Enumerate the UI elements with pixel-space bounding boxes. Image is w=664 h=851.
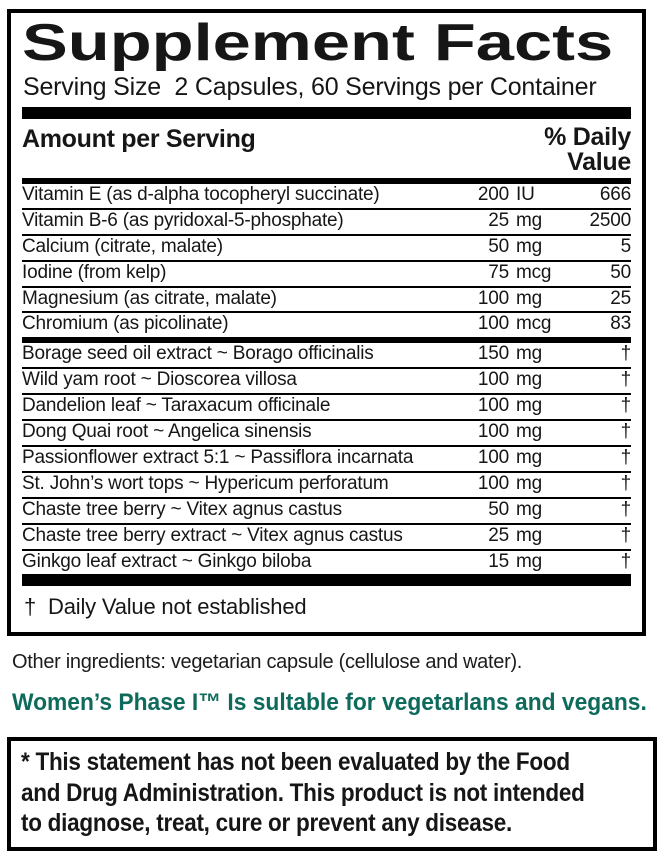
ingredient-name: Calcium (citrate, malate)	[22, 236, 223, 257]
daily-value-dagger: †	[620, 472, 631, 494]
amount-value: 50	[488, 235, 509, 257]
ingredient-name: Dong Quai root ~ Angelica sinensis	[22, 422, 312, 443]
daily-value-dagger: †	[620, 421, 631, 443]
amount-unit: mg	[516, 209, 542, 231]
panel-title: Supplement Facts	[22, 14, 614, 72]
table-row	[22, 262, 631, 288]
amount-value: 100	[477, 369, 509, 391]
table-row	[22, 499, 631, 525]
amount-value: 15	[488, 550, 509, 572]
amount-value: 100	[477, 421, 509, 443]
table-row	[22, 395, 631, 421]
amount-value: 50	[488, 498, 509, 520]
column-header-daily-value	[544, 125, 631, 175]
supplement-facts-panel	[7, 9, 646, 636]
amount-value: 100	[477, 313, 509, 335]
amount-value: 100	[477, 287, 509, 309]
table-row	[22, 551, 631, 575]
amount-unit: mg	[516, 369, 542, 391]
table-row	[22, 236, 631, 262]
amount-value: 100	[477, 395, 509, 417]
daily-value: 2500	[589, 209, 631, 231]
table-row	[22, 421, 631, 447]
daily-value: 666	[599, 184, 631, 206]
table-row	[22, 447, 631, 473]
ingredient-name: Iodine (from kelp)	[22, 262, 167, 283]
ingredient-name: Chaste tree berry ~ Vitex agnus castus	[22, 499, 342, 520]
amount-unit: mg	[516, 472, 542, 494]
table-header	[22, 119, 631, 178]
disclaimer-line: and Drug Administration. This product is not intended	[21, 778, 585, 807]
ingredient-name: Chaste tree berry extract ~ Vitex agnus castus	[22, 525, 403, 546]
amount-value: 200	[477, 184, 509, 206]
column-header-amount: Amount per Serving	[22, 125, 256, 154]
amount-unit: mcg	[516, 261, 552, 283]
table-row	[22, 184, 631, 210]
thick-divider-bottom	[22, 574, 631, 586]
disclaimer-line: * This statement has not been evaluated by the Food	[21, 748, 570, 777]
daily-value-dagger: †	[620, 395, 631, 417]
daily-value-dagger: †	[620, 550, 631, 572]
ingredient-name: Vitamin B-6 (as pyridoxal-5-phosphate)	[22, 210, 344, 231]
amount-unit: mg	[516, 287, 542, 309]
ingredient-name: Ginkgo leaf extract ~ Ginkgo biloba	[22, 551, 312, 572]
amount-unit: mg	[516, 421, 542, 443]
thick-divider-top	[22, 107, 631, 119]
ingredient-name: Dandelion leaf ~ Taraxacum officinale	[22, 396, 331, 417]
ingredient-name: Borage seed oil extract ~ Borago officinalis	[22, 344, 374, 365]
amount-value: 150	[477, 343, 509, 365]
amount-value: 25	[488, 209, 509, 231]
amount-value: 25	[488, 524, 509, 546]
table-row	[22, 369, 631, 395]
amount-unit: IU	[516, 184, 535, 206]
table-row	[22, 288, 631, 314]
amount-value: 100	[477, 472, 509, 494]
daily-value-dagger: †	[620, 369, 631, 391]
daily-value-dagger: †	[620, 343, 631, 365]
amount-unit: mg	[516, 343, 542, 365]
footnote-text: Daily Value not established	[48, 594, 307, 620]
vegetarian-statement: Women’s Phase I™ Is sultable for vegetarlans and vegans.	[12, 689, 647, 717]
other-ingredients-text: Other ingredients: vegetarian capsule (cellulose and water).	[12, 651, 523, 674]
amount-value: 100	[477, 446, 509, 468]
amount-unit: mcg	[516, 313, 552, 335]
table-row	[22, 525, 631, 551]
amount-unit: mg	[516, 235, 542, 257]
botanical-rows	[22, 343, 631, 574]
ingredient-name: Vitamin E (as d-alpha tocopheryl succinate)	[22, 185, 380, 206]
daily-value-header-line2: Value	[567, 148, 631, 177]
table-row	[22, 343, 631, 369]
daily-value: 50	[610, 261, 631, 283]
amount-unit: mg	[516, 446, 542, 468]
amount-unit: mg	[516, 395, 542, 417]
ingredient-name: Passionflower extract 5:1 ~ Passiflora incarnata	[22, 447, 414, 468]
ingredient-name: St. John’s wort tops ~ Hypericum perforatum	[22, 473, 389, 494]
daily-value-dagger: †	[620, 446, 631, 468]
dagger-symbol: †	[24, 594, 37, 620]
daily-value-dagger: †	[620, 498, 631, 520]
ingredient-name: Chromium (as picolinate)	[22, 314, 229, 335]
daily-value: 5	[620, 235, 631, 257]
fda-disclaimer-box	[7, 737, 657, 851]
ingredient-name: Wild yam root ~ Dioscorea villosa	[22, 370, 297, 391]
ingredient-name: Magnesium (as citrate, malate)	[22, 288, 277, 309]
amount-unit: mg	[516, 524, 542, 546]
table-row	[22, 473, 631, 499]
daily-value: 25	[610, 287, 631, 309]
daily-value-footnote	[22, 586, 631, 624]
amount-unit: mg	[516, 498, 542, 520]
table-row	[22, 210, 631, 236]
amount-value: 75	[488, 261, 509, 283]
daily-value-dagger: †	[620, 524, 631, 546]
nutrient-rows	[22, 184, 631, 337]
daily-value-header-line1: % Daily	[544, 123, 631, 152]
table-row	[22, 313, 631, 337]
disclaimer-line: to diagnose, treat, cure or prevent any disease.	[21, 809, 512, 838]
amount-unit: mg	[516, 550, 542, 572]
serving-size-line: Serving Size 2 Capsules, 60 Servings per Container	[23, 73, 597, 102]
daily-value: 83	[610, 313, 631, 335]
